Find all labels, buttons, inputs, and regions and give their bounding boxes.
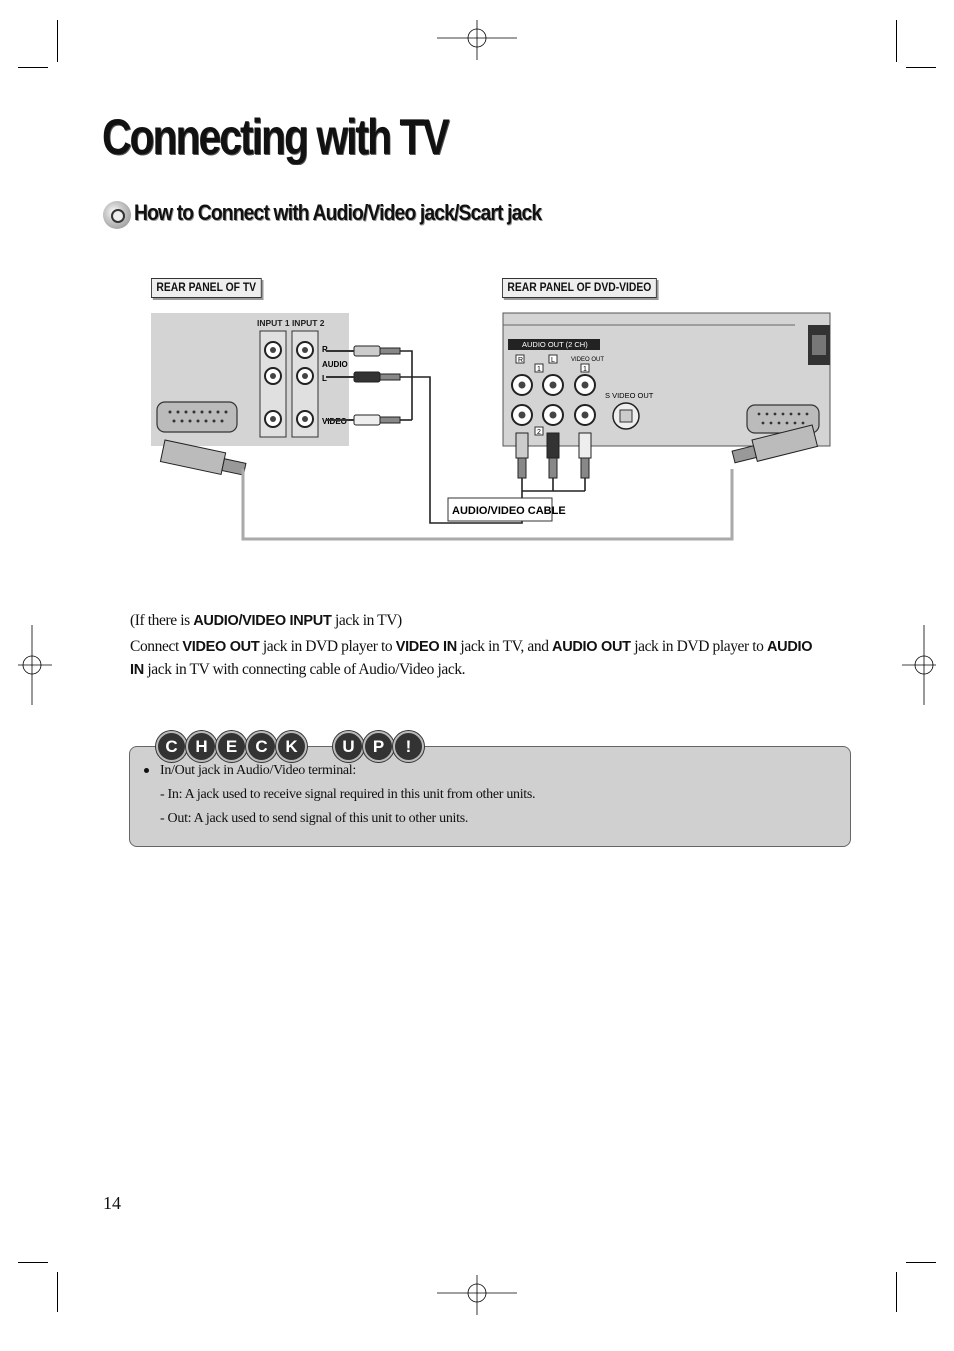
dvd-s-video-label: S VIDEO OUT [605, 391, 654, 400]
crop-mark [57, 1272, 58, 1312]
check-up-letter: E [216, 731, 247, 762]
check-line-out: - Out: A jack used to send signal of this unit to other units. [160, 811, 469, 826]
dvd-l-label: L [551, 357, 555, 364]
dvd-video-out-label: VIDEO OUT [571, 357, 605, 363]
crop-mark [896, 1272, 897, 1312]
section-subtitle: How to Connect with Audio/Video jack/Scart jack [134, 200, 542, 225]
check-up-letter: U [333, 731, 364, 762]
page-number: 14 [103, 1193, 121, 1213]
tv-input-label: INPUT 1 INPUT 2 [257, 318, 325, 328]
tv-l-label: L [322, 374, 327, 383]
dvd-num-1: 1 [537, 366, 541, 373]
cable-label: AUDIO/VIDEO CABLE [452, 505, 566, 517]
check-up-letter: C [156, 731, 187, 762]
instruction-line-1: Connect VIDEO OUT jack in DVD player to VIDEO IN jack in TV, and AUDIO OUT jack in DVD player to AUDIO [130, 638, 813, 655]
tv-scart-jack [157, 402, 237, 432]
check-bullet-text: In/Out jack in Audio/Video terminal: [160, 763, 356, 778]
instruction-line-2: IN jack in TV with connecting cable of Audio/Video jack. [130, 661, 466, 678]
dvd-num-2: 2 [537, 429, 541, 436]
check-up-letter: H [186, 731, 217, 762]
check-up-letter: K [276, 731, 307, 762]
crop-mark [906, 67, 936, 68]
dvd-rca-plugs [516, 433, 591, 478]
check-line-in: - In: A jack used to receive signal required in this unit from other units. [160, 787, 536, 802]
crop-mark [896, 20, 897, 62]
tv-video-label: VIDEO [322, 417, 347, 426]
section-bullet-icon [103, 201, 131, 229]
page-title: Connecting with TV [102, 109, 448, 165]
registration-mark-top [437, 20, 517, 60]
crop-mark [18, 1262, 48, 1263]
dvd-panel-label: REAR PANEL OF DVD-VIDEO [502, 278, 657, 298]
dvd-r-label: R [518, 357, 524, 364]
check-up-letter: P [363, 731, 394, 762]
crop-mark [906, 1262, 936, 1263]
tv-r-label: R [322, 345, 328, 354]
check-up-letter: ! [393, 731, 424, 762]
tv-audio-label: AUDIO [322, 360, 348, 369]
registration-mark-right [902, 625, 936, 705]
tv-panel-label: REAR PANEL OF TV [151, 278, 261, 298]
registration-mark-left [18, 625, 52, 705]
condition-text: (If there is AUDIO/VIDEO INPUT jack in TV) [130, 612, 402, 629]
dvd-audio-out-label: AUDIO OUT (2 CH) [522, 340, 588, 349]
registration-mark-bottom [437, 1275, 517, 1315]
crop-mark [18, 67, 48, 68]
bullet-dot [144, 768, 149, 773]
dvd-num-1b: 1 [583, 366, 587, 373]
crop-mark [57, 20, 58, 62]
connection-diagram [140, 305, 840, 550]
check-up-letter: C [246, 731, 277, 762]
